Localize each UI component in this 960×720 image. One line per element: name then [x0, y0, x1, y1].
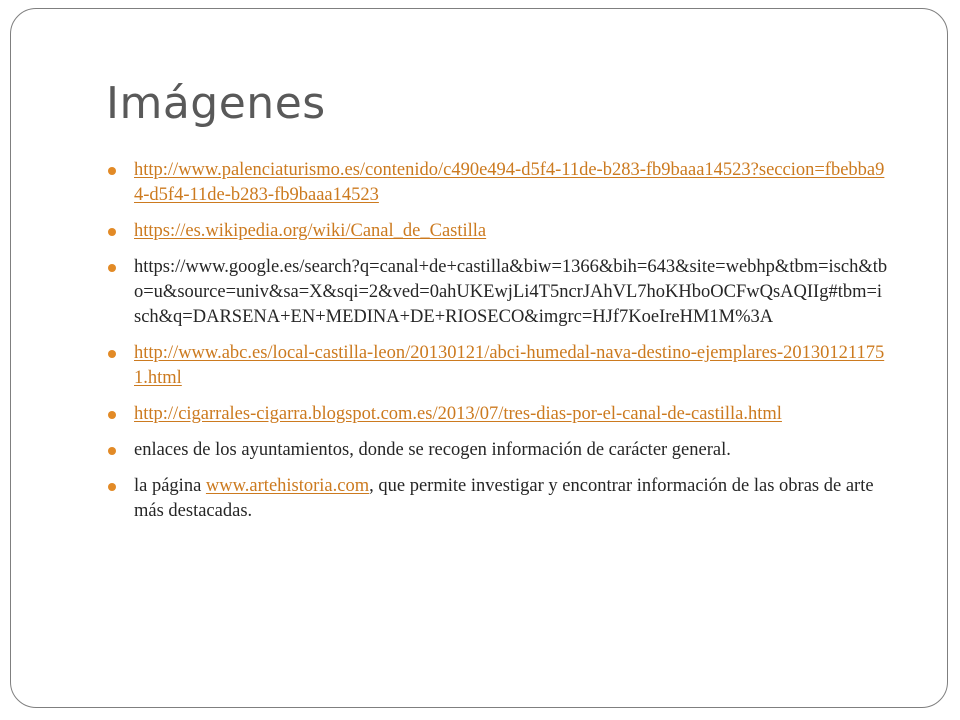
bullet-icon [108, 167, 116, 175]
abc-link[interactable]: http://www.abc.es/local-castilla-leon/20130121/abci-humedal-nava-destino-ejemplares-201301211751.html [134, 343, 885, 388]
bullet-icon [108, 264, 116, 272]
list-item [106, 402, 888, 427]
bullet-icon [108, 411, 116, 419]
bullet-icon [108, 350, 116, 358]
cigarrales-blog-link[interactable]: http://cigarrales-cigarra.blogspot.com.es/2013/07/tres-dias-por-el-canal-de-castilla.html [134, 404, 782, 424]
bullet-list [106, 158, 888, 535]
slide-title: Imágenes [106, 78, 326, 129]
bullet-icon [108, 447, 116, 455]
artehistoria-link[interactable]: www.artehistoria.com [205, 476, 370, 496]
google-search-url-text: https://www.google.es/search?q=canal+de+castilla&biw=1366&bih=643&site=webhp&tbm=isch&tbo=u&source=univ&sa=X&sqi=2&ved=0ahUKEwjLi4T5ncrJAhVL7hoKHboOCFwQsAQIIg#tbm=isch&q=DARSENA+EN+MEDINA+DE+RIOSECO&imgrc=HJf7KoeIreHM1M%3A [134, 257, 888, 327]
wikipedia-link[interactable]: https://es.wikipedia.org/wiki/Canal_de_Castilla [134, 221, 487, 241]
list-item [106, 219, 888, 244]
artehistoria-prefix-text: la página [134, 476, 206, 496]
list-item [106, 474, 888, 524]
ayuntamientos-text: enlaces de los ayuntamientos, donde se recogen información de carácter general. [134, 440, 731, 460]
palencia-turismo-link[interactable]: http://www.palenciaturismo.es/contenido/c490e494-d5f4-11de-b283-fb9baaa14523?seccion=fbebba94-d5f4-11de-b283-fb9baaa14523 [134, 160, 885, 205]
list-item [106, 341, 888, 391]
bullet-icon [108, 228, 116, 236]
bullet-icon [108, 483, 116, 491]
list-item [106, 438, 888, 463]
artehistoria-suffix-text: , que permite investigar y encontrar información de las obras de arte más destacadas. [134, 476, 874, 521]
list-item [106, 255, 888, 330]
list-item [106, 158, 888, 208]
